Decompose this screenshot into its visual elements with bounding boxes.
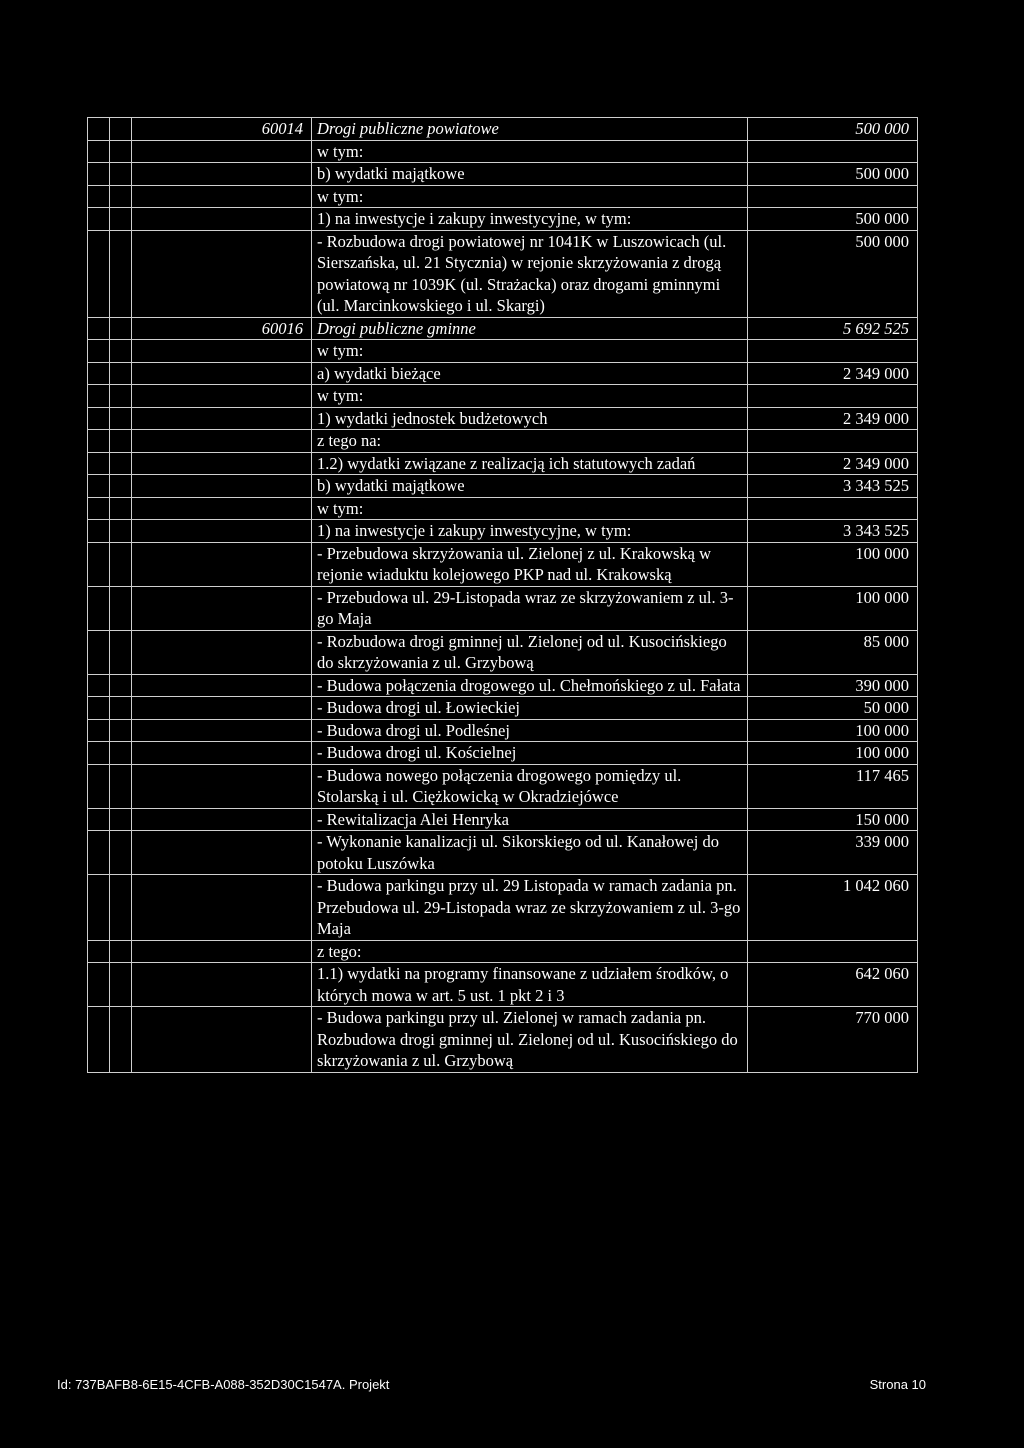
description-cell: - Rozbudowa drogi powiatowej nr 1041K w Luszowicach (ul. Sierszańska, ul. 21 Stycznia) w rejonie skrzyżowania z drogą powiatową nr 1039K (ul. Strażacka) oraz drogami gminnymi (ul. Marcinkowskiego i ul. Skargi) (312, 230, 748, 317)
chapter-cell (110, 963, 132, 1007)
paragraph-code-cell (132, 697, 312, 720)
paragraph-code-cell: 60014 (132, 118, 312, 141)
section-cell (88, 317, 110, 340)
table-row (88, 963, 918, 1007)
table-row (88, 875, 918, 941)
table-row (88, 764, 918, 808)
chapter-cell (110, 140, 132, 163)
section-cell (88, 497, 110, 520)
chapter-cell (110, 452, 132, 475)
table-row (88, 185, 918, 208)
table-row (88, 697, 918, 720)
table-row (88, 163, 918, 186)
amount-cell: 85 000 (748, 630, 918, 674)
description-cell: 1.1) wydatki na programy finansowane z udziałem środków, o których mowa w art. 5 ust. 1 pkt 2 i 3 (312, 963, 748, 1007)
amount-cell: 500 000 (748, 230, 918, 317)
description-cell: Drogi publiczne gminne (312, 317, 748, 340)
amount-cell: 100 000 (748, 586, 918, 630)
paragraph-code-cell (132, 630, 312, 674)
paragraph-code-cell (132, 362, 312, 385)
description-cell: b) wydatki majątkowe (312, 163, 748, 186)
paragraph-code-cell (132, 452, 312, 475)
section-cell (88, 630, 110, 674)
description-cell: b) wydatki majątkowe (312, 475, 748, 498)
section-cell (88, 719, 110, 742)
table-row (88, 317, 918, 340)
chapter-cell (110, 831, 132, 875)
description-cell: - Budowa drogi ul. Łowieckiej (312, 697, 748, 720)
table-row (88, 940, 918, 963)
paragraph-code-cell (132, 385, 312, 408)
table-row (88, 407, 918, 430)
paragraph-code-cell (132, 140, 312, 163)
paragraph-code-cell (132, 497, 312, 520)
paragraph-code-cell (132, 719, 312, 742)
amount-cell: 100 000 (748, 719, 918, 742)
description-cell: w tym: (312, 340, 748, 363)
section-cell (88, 808, 110, 831)
amount-cell: 2 349 000 (748, 362, 918, 385)
description-cell: z tego: (312, 940, 748, 963)
description-cell: w tym: (312, 385, 748, 408)
section-cell (88, 407, 110, 430)
table-row (88, 831, 918, 875)
table-row (88, 230, 918, 317)
chapter-cell (110, 808, 132, 831)
table-row (88, 497, 918, 520)
section-cell (88, 163, 110, 186)
section-cell (88, 362, 110, 385)
description-cell: 1.2) wydatki związane z realizacją ich statutowych zadań (312, 452, 748, 475)
section-cell (88, 1007, 110, 1073)
paragraph-code-cell (132, 808, 312, 831)
chapter-cell (110, 697, 132, 720)
description-cell: - Budowa parkingu przy ul. Zielonej w ramach zadania pn. Rozbudowa drogi gminnej ul. Zielonej od ul. Kusocińskiego do skrzyżowania z ul. Grzybową (312, 1007, 748, 1073)
table-row (88, 140, 918, 163)
description-cell: Drogi publiczne powiatowe (312, 118, 748, 141)
section-cell (88, 963, 110, 1007)
chapter-cell (110, 875, 132, 941)
page-number: Strona 10 (869, 1377, 926, 1392)
document-id: Id: 737BAFB8-6E15-4CFB-A088-352D30C1547A. Projekt (57, 1377, 390, 1392)
chapter-cell (110, 407, 132, 430)
description-cell: 1) na inwestycje i zakupy inwestycyjne, w tym: (312, 520, 748, 543)
section-cell (88, 230, 110, 317)
chapter-cell (110, 385, 132, 408)
table-row (88, 719, 918, 742)
chapter-cell (110, 520, 132, 543)
chapter-cell (110, 208, 132, 231)
section-cell (88, 208, 110, 231)
paragraph-code-cell (132, 875, 312, 941)
amount-cell: 5 692 525 (748, 317, 918, 340)
amount-cell: 500 000 (748, 163, 918, 186)
section-cell (88, 742, 110, 765)
section-cell (88, 831, 110, 875)
chapter-cell (110, 340, 132, 363)
amount-cell: 117 465 (748, 764, 918, 808)
paragraph-code-cell (132, 520, 312, 543)
paragraph-code-cell (132, 831, 312, 875)
description-cell: a) wydatki bieżące (312, 362, 748, 385)
paragraph-code-cell (132, 674, 312, 697)
section-cell (88, 542, 110, 586)
section-cell (88, 118, 110, 141)
table-row (88, 630, 918, 674)
table-row (88, 475, 918, 498)
chapter-cell (110, 630, 132, 674)
table-row (88, 674, 918, 697)
section-cell (88, 875, 110, 941)
description-cell: 1) na inwestycje i zakupy inwestycyjne, w tym: (312, 208, 748, 231)
description-cell: w tym: (312, 185, 748, 208)
section-cell (88, 674, 110, 697)
paragraph-code-cell (132, 430, 312, 453)
table-row (88, 586, 918, 630)
chapter-cell (110, 674, 132, 697)
chapter-cell (110, 719, 132, 742)
paragraph-code-cell (132, 185, 312, 208)
chapter-cell (110, 764, 132, 808)
table-row (88, 452, 918, 475)
description-cell: w tym: (312, 140, 748, 163)
paragraph-code-cell (132, 230, 312, 317)
description-cell: - Budowa nowego połączenia drogowego pomiędzy ul. Stolarską i ul. Ciężkowicką w Okradziejówce (312, 764, 748, 808)
table-row (88, 542, 918, 586)
section-cell (88, 520, 110, 543)
section-cell (88, 140, 110, 163)
amount-cell: 150 000 (748, 808, 918, 831)
paragraph-code-cell (132, 1007, 312, 1073)
amount-cell: 3 343 525 (748, 475, 918, 498)
amount-cell: 770 000 (748, 1007, 918, 1073)
paragraph-code-cell (132, 586, 312, 630)
table-row (88, 208, 918, 231)
amount-cell (748, 430, 918, 453)
amount-cell: 3 343 525 (748, 520, 918, 543)
amount-cell (748, 185, 918, 208)
amount-cell (748, 497, 918, 520)
chapter-cell (110, 430, 132, 453)
description-cell: - Przebudowa skrzyżowania ul. Zielonej z ul. Krakowską w rejonie wiaduktu kolejowego PKP nad ul. Krakowską (312, 542, 748, 586)
paragraph-code-cell (132, 407, 312, 430)
chapter-cell (110, 475, 132, 498)
paragraph-code-cell (132, 764, 312, 808)
description-cell: - Budowa drogi ul. Kościelnej (312, 742, 748, 765)
description-cell: - Budowa parkingu przy ul. 29 Listopada w ramach zadania pn. Przebudowa ul. 29-Listopada wraz ze skrzyżowaniem z ul. 3-go Maja (312, 875, 748, 941)
chapter-cell (110, 940, 132, 963)
paragraph-code-cell: 60016 (132, 317, 312, 340)
amount-cell: 390 000 (748, 674, 918, 697)
chapter-cell (110, 185, 132, 208)
paragraph-code-cell (132, 208, 312, 231)
description-cell: - Budowa drogi ul. Podleśnej (312, 719, 748, 742)
paragraph-code-cell (132, 475, 312, 498)
table-row (88, 385, 918, 408)
amount-cell (748, 140, 918, 163)
section-cell (88, 452, 110, 475)
chapter-cell (110, 742, 132, 765)
chapter-cell (110, 118, 132, 141)
amount-cell: 500 000 (748, 208, 918, 231)
section-cell (88, 475, 110, 498)
description-cell: - Wykonanie kanalizacji ul. Sikorskiego od ul. Kanałowej do potoku Luszówka (312, 831, 748, 875)
section-cell (88, 764, 110, 808)
chapter-cell (110, 1007, 132, 1073)
amount-cell: 2 349 000 (748, 452, 918, 475)
description-cell: w tym: (312, 497, 748, 520)
amount-cell (748, 340, 918, 363)
table-body (88, 118, 918, 1073)
section-cell (88, 586, 110, 630)
description-cell: - Rozbudowa drogi gminnej ul. Zielonej od ul. Kusocińskiego do skrzyżowania z ul. Grzybową (312, 630, 748, 674)
table-row (88, 362, 918, 385)
section-cell (88, 697, 110, 720)
description-cell: - Przebudowa ul. 29-Listopada wraz ze skrzyżowaniem z ul. 3-go Maja (312, 586, 748, 630)
chapter-cell (110, 497, 132, 520)
amount-cell: 100 000 (748, 542, 918, 586)
table-row (88, 520, 918, 543)
table-row (88, 118, 918, 141)
budget-table (87, 117, 918, 1073)
table-row (88, 340, 918, 363)
amount-cell: 50 000 (748, 697, 918, 720)
chapter-cell (110, 542, 132, 586)
table-row (88, 1007, 918, 1073)
amount-cell: 2 349 000 (748, 407, 918, 430)
paragraph-code-cell (132, 742, 312, 765)
description-cell: 1) wydatki jednostek budżetowych (312, 407, 748, 430)
table-row (88, 742, 918, 765)
amount-cell: 642 060 (748, 963, 918, 1007)
amount-cell: 1 042 060 (748, 875, 918, 941)
chapter-cell (110, 362, 132, 385)
paragraph-code-cell (132, 163, 312, 186)
amount-cell: 339 000 (748, 831, 918, 875)
paragraph-code-cell (132, 542, 312, 586)
amount-cell: 500 000 (748, 118, 918, 141)
chapter-cell (110, 586, 132, 630)
paragraph-code-cell (132, 340, 312, 363)
description-cell: z tego na: (312, 430, 748, 453)
chapter-cell (110, 317, 132, 340)
section-cell (88, 385, 110, 408)
table-row (88, 808, 918, 831)
section-cell (88, 430, 110, 453)
amount-cell (748, 385, 918, 408)
section-cell (88, 185, 110, 208)
description-cell: - Rewitalizacja Alei Henryka (312, 808, 748, 831)
paragraph-code-cell (132, 940, 312, 963)
table-row (88, 430, 918, 453)
chapter-cell (110, 163, 132, 186)
description-cell: - Budowa połączenia drogowego ul. Chełmońskiego z ul. Fałata (312, 674, 748, 697)
section-cell (88, 940, 110, 963)
amount-cell (748, 940, 918, 963)
paragraph-code-cell (132, 963, 312, 1007)
amount-cell: 100 000 (748, 742, 918, 765)
section-cell (88, 340, 110, 363)
chapter-cell (110, 230, 132, 317)
